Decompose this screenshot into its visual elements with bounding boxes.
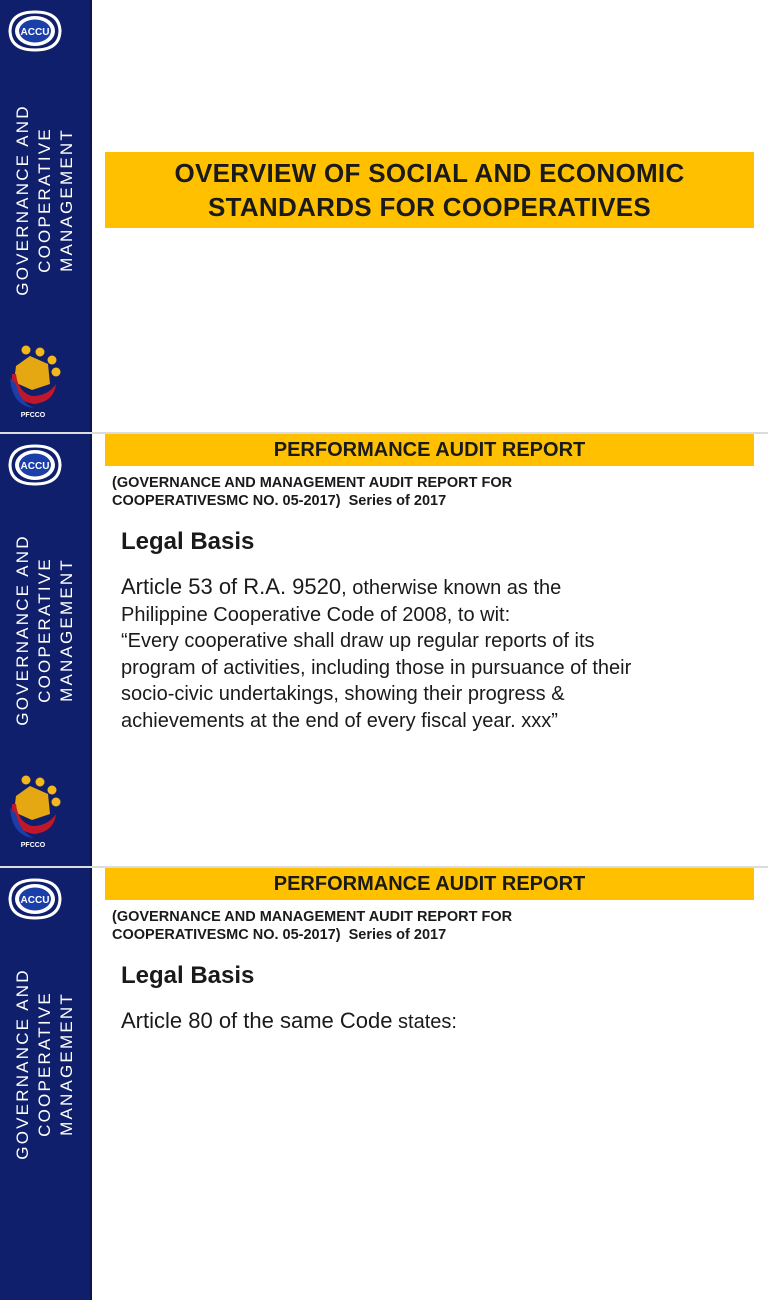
- article-reference: Article 80 of the same Code: [121, 1008, 393, 1033]
- sidebar: [0, 868, 92, 1300]
- svg-text:PFCCO: PFCCO: [20, 412, 46, 419]
- sidebar-vertical-title: GOVERNANCE AND COOPERATIVE MANAGEMENT: [13, 104, 76, 296]
- svg-text:ACCU: ACCU: [20, 895, 50, 906]
- slide-title: [0, 0, 768, 432]
- section-subtitle: (GOVERNANCE AND MANAGEMENT AUDIT REPORT FOR COOPERATIVESMC NO. 05-2017) Series of 2017: [112, 909, 513, 943]
- section-banner: PERFORMANCE AUDIT REPORT: [105, 434, 754, 466]
- presentation-title: OVERVIEW OF SOCIAL AND ECONOMIC STANDARDS FOR COOPERATIVES: [105, 152, 754, 228]
- accu-logo: [2, 6, 68, 56]
- section-banner: PERFORMANCE AUDIT REPORT: [105, 868, 754, 900]
- pfcco-logo: [4, 344, 62, 420]
- accu-logo: [2, 874, 68, 924]
- sidebar-vertical-title: GOVERNANCE AND COOPERATIVE MANAGEMENT: [13, 534, 76, 726]
- article-reference: Article 53 of R.A. 9520: [121, 574, 342, 599]
- accu-logo: [2, 440, 68, 490]
- sidebar: [0, 0, 92, 432]
- svg-text:PFCCO: PFCCO: [20, 842, 46, 849]
- svg-text:ACCU: ACCU: [20, 27, 50, 38]
- svg-text:ACCU: ACCU: [20, 461, 50, 472]
- pfcco-logo: [4, 774, 62, 850]
- legal-basis-heading: Legal Basis: [121, 962, 255, 989]
- legal-basis-text: Article 80 of the same Code states:: [121, 1008, 457, 1033]
- legal-basis-text: Article 53 of R.A. 9520, otherwise known as the Philippine Cooperative Code of 2008, to wit: “Every cooperative shall draw up regular reports of its program of activities, including those in pursuance of their socio-civic undertakings, showing their progress & achievements at the end of every fiscal year. xxx”: [121, 574, 632, 732]
- sidebar-vertical-title: GOVERNANCE AND COOPERATIVE MANAGEMENT: [13, 968, 76, 1160]
- legal-basis-heading: Legal Basis: [121, 528, 255, 555]
- slide-legal-basis-1: [0, 434, 768, 866]
- section-subtitle: (GOVERNANCE AND MANAGEMENT AUDIT REPORT FOR COOPERATIVESMC NO. 05-2017) Series of 2017: [112, 475, 513, 509]
- slide-legal-basis-2: [0, 868, 768, 1300]
- sidebar: [0, 434, 92, 866]
